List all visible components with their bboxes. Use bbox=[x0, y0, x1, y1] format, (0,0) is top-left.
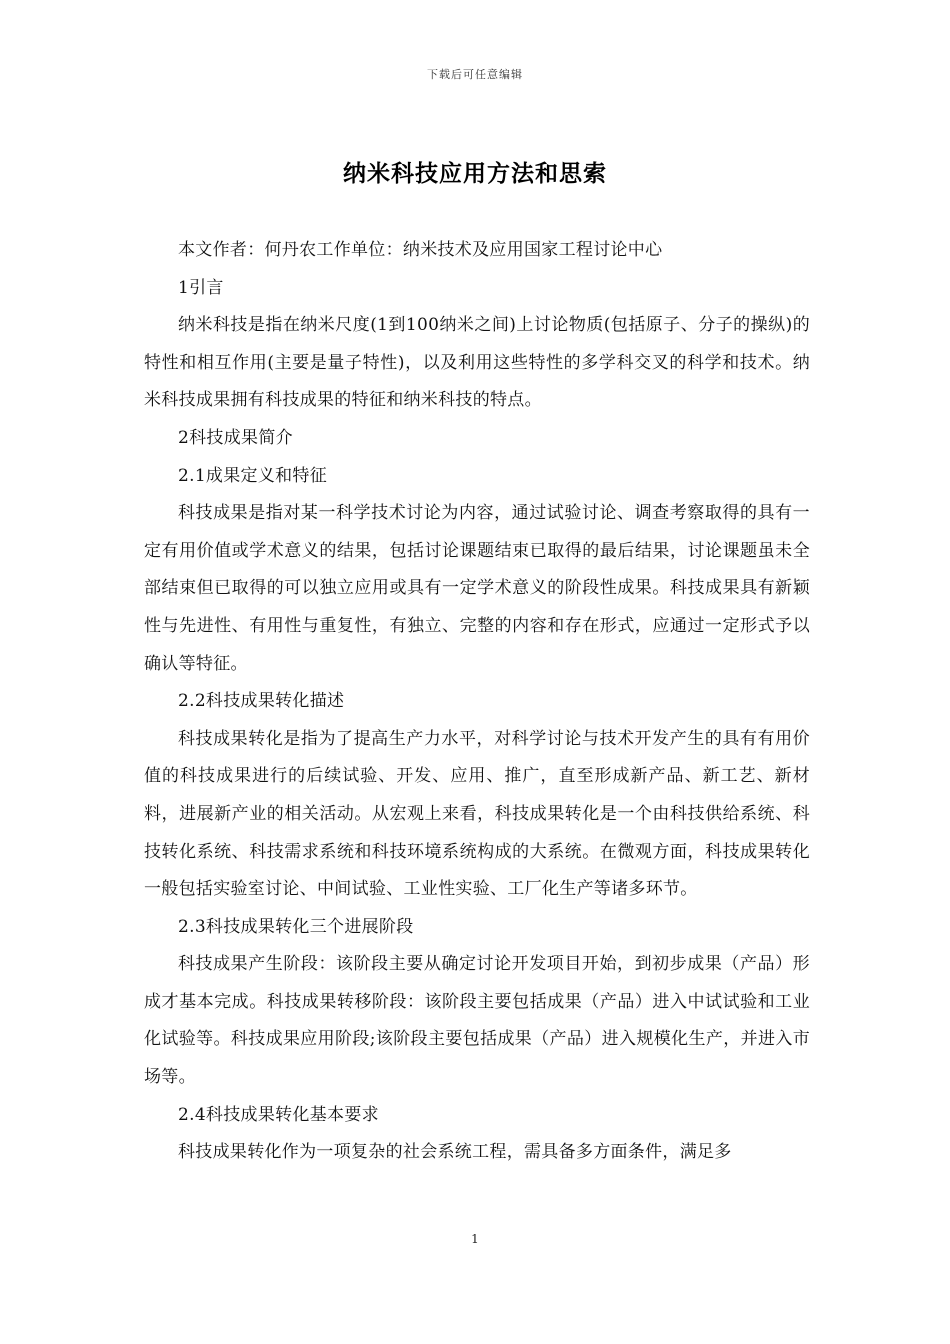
page-number: 1 bbox=[471, 1232, 479, 1246]
section-heading: 1引言 bbox=[178, 277, 224, 298]
section-heading: 2科技成果简介 bbox=[178, 427, 293, 448]
subsection-heading: 2.3科技成果转化三个进展阶段 bbox=[178, 916, 414, 937]
subsection-heading: 2.2科技成果转化描述 bbox=[178, 691, 345, 712]
subsection-heading: 2.1成果定义和特征 bbox=[178, 465, 328, 486]
paragraph: 科技成果转化是指为了提高生产力水平，对科学讨论与技术开发产生的具有有用价值的科技成果进行的后续试验、开发、应用、推广，直至形成新产品、新工艺、新材料，进展新产业的相关活动。从宏观上来看，科技成果转化是一个由科技供给系统、科技转化系统、科技需求系统和科技环境系统构成的大系统。在微观方面，科技成果转化一般包括实验室讨论、中间试验、工业性实验、工厂化生产等诸多环节。 bbox=[144, 728, 810, 900]
author-line: 本文作者：何丹农工作单位：纳米技术及应用国家工程讨论中心 bbox=[178, 240, 663, 260]
subsection-heading: 2.4科技成果转化基本要求 bbox=[178, 1104, 379, 1125]
paragraph: 纳米科技是指在纳米尺度(1到100纳米之间)上讨论物质(包括原子、分子的操纵)的特性和相互作用(主要是量子特性)，以及利用这些特性的多学科交叉的科学和技术。纳米科技成果拥有科技成果的特征和纳米科技的特点。 bbox=[144, 315, 810, 411]
header-note: 下载后可任意编辑 bbox=[427, 68, 523, 81]
paragraph: 科技成果产生阶段：该阶段主要从确定讨论开发项目开始，到初步成果（产品）形成才基本完成。科技成果转移阶段：该阶段主要包括成果（产品）进入中试试验和工业化试验等。科技成果应用阶段;该阶段主要包括成果（产品）进入规模化生产，并进入市场等。 bbox=[144, 954, 810, 1088]
document-body bbox=[144, 232, 810, 1172]
document-title: 纳米科技应用方法和思索 bbox=[343, 160, 607, 187]
paragraph: 科技成果转化作为一项复杂的社会系统工程，需具备多方面条件，满足多 bbox=[178, 1142, 732, 1163]
paragraph: 科技成果是指对某一科学技术讨论为内容，通过试验讨论、调查考察取得的具有一定有用价值或学术意义的结果，包括讨论课题结束已取得的最后结果，讨论课题虽未全部结束但已取得的可以独立应用或具有一定学术意义的阶段性成果。科技成果具有新颖性与先进性、有用性与重复性，有独立、完整的内容和存在形式，应通过一定形式予以确认等特征。 bbox=[144, 503, 810, 674]
